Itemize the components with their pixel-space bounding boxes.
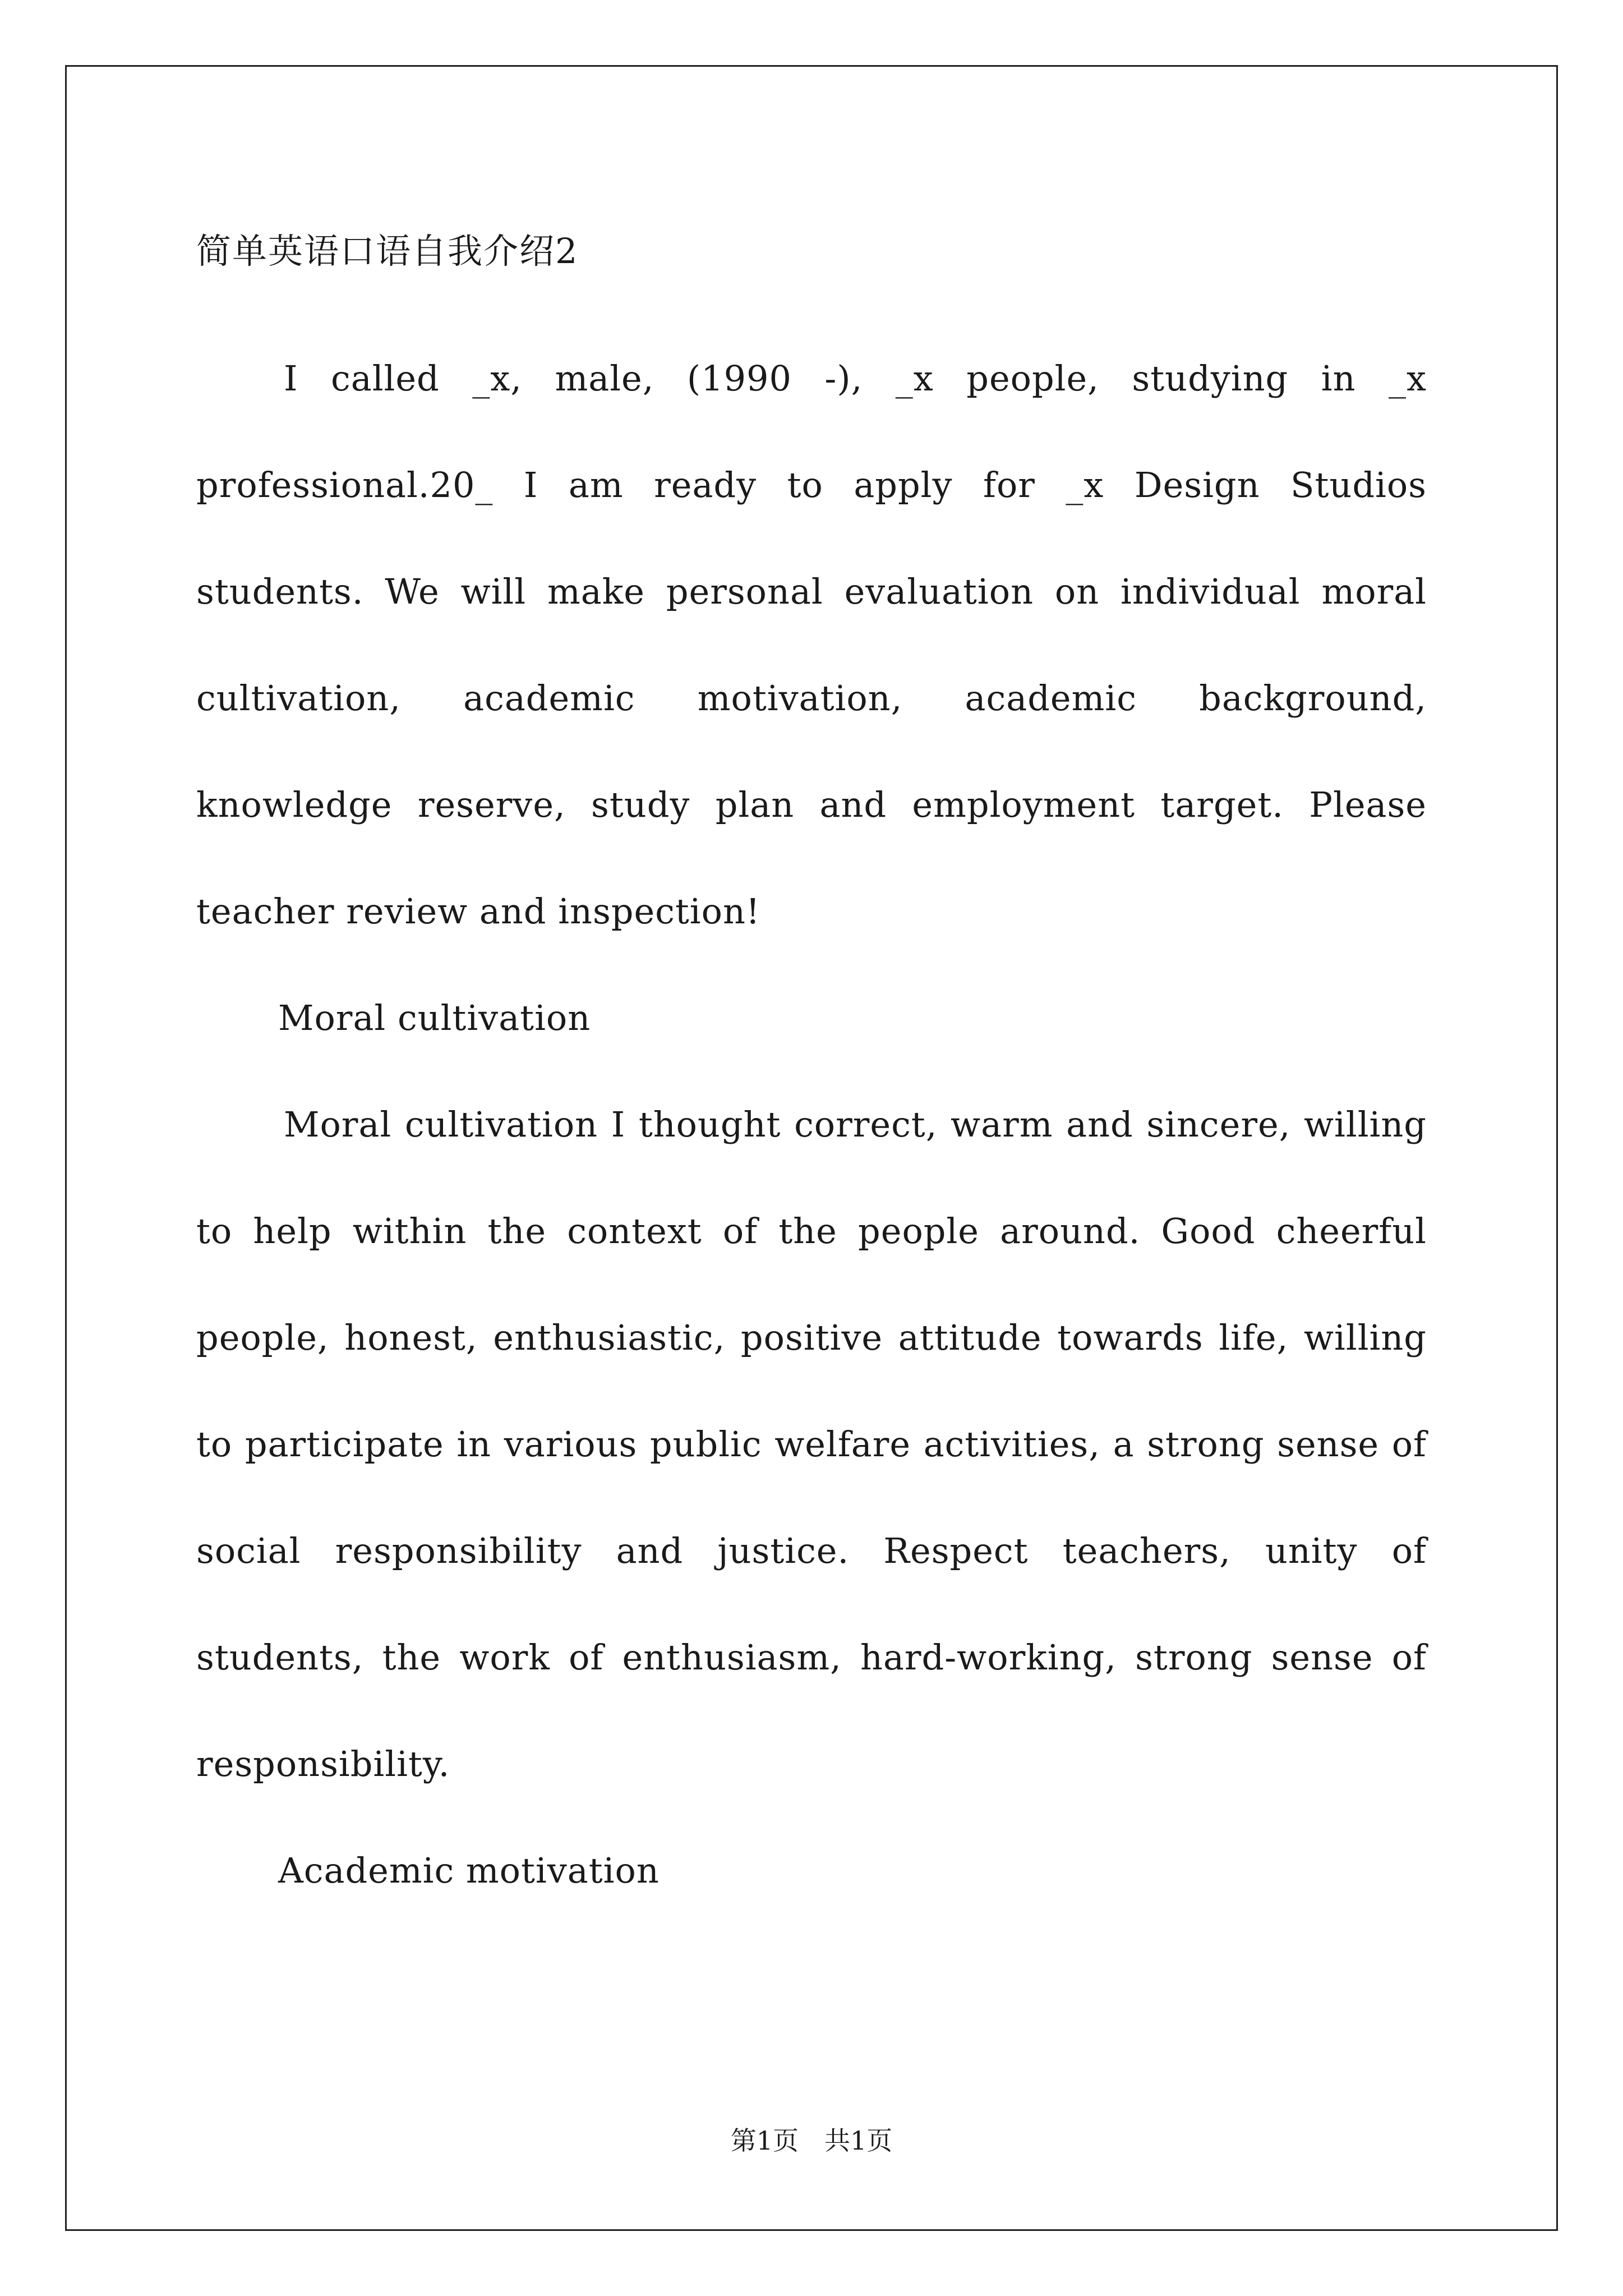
section-heading-academic-motivation: Academic motivation — [278, 1850, 660, 1891]
document-body — [196, 219, 1427, 1924]
section-body-moral-cultivation: Moral cultivation I thought correct, warm and sincere, willing to help within the context of the people around. Good cheerful people, honest, enthusiastic, positive attitude towards life, willing to participate in various public welfare activities, a strong sense of social responsibility and justice. Respect teachers, unity of students, the work of enthusiasm, hard-working, strong sense of responsibility. — [196, 1104, 1427, 1784]
page-number-footer: 第1页 共1页 — [730, 2125, 893, 2156]
section-heading-moral-cultivation: Moral cultivation — [278, 997, 591, 1038]
document-title: 简单英语口语自我介绍2 — [196, 231, 579, 272]
intro-paragraph: I called _x, male, (1990 -), _x people, studying in _x professional.20_ I am ready to apply for _x Design Studios students. We will make personal evaluation on individual moral cultivation, academic motivation, academic background, knowledge reserve, study plan and employment target. Please teacher review and inspection! — [196, 358, 1427, 932]
